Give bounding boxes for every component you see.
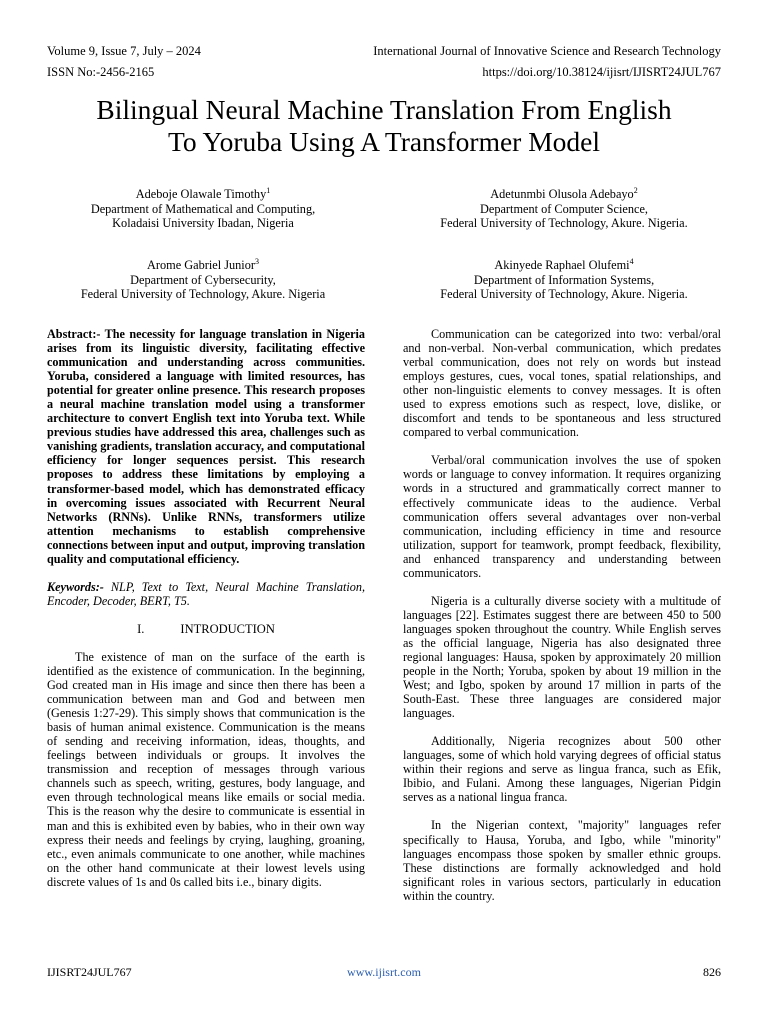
author-name: Arome Gabriel Junior: [147, 258, 255, 272]
paragraph: Additionally, Nigeria recognizes about 500 other languages, some of which hold varying degrees of official status within their regions and serve as lingua franca, such as Efik, Ibibio, and Fulani. Among these languages, Nigerian Pidgin serves as a national lingua franca.: [403, 734, 721, 805]
left-column: [47, 327, 365, 889]
footer-paper-id: IJISRT24JUL767: [47, 965, 132, 979]
intro-paragraph: The existence of man on the surface of the earth is identified as the existence of communication. In the beginning, God created man in His image and since then there has been a communication between man and God and between men (Genesis 1:27-29). This simply shows that communication is the basis of human animal existence. Communication is the means of sending and receiving information, ideas, thoughts, and feelings between individuals or groups. It involves the transmission and reception of messages through various channels such as speech, writing, gestures, body language, and even through technological means like emails or social media. This is the reason why the desire to communicate is essential in man and this is exhibited even by babies, who in their own way express their needs and feelings by crying, laughing, groaning, etc., even animals communicate to one another, while machines on the other hand communicate at their lowest levels using discrete values of 1s and 0s called bits i.e., binary digits.: [47, 649, 365, 889]
paragraph: Verbal/oral communication involves the use of spoken words or language to convey information. It requires organizing words in a structured and grammatically correct manner to effectively communicate ideas to the audience. Verbal communication offers several advantages over non-verbal communication, including efficiency in time and resource utilization, support for teamwork, prompt feedback, flexibility, and enhanced transparency and understanding between communicators.: [403, 453, 721, 580]
paragraph: In the Nigerian context, "majority" languages refer specifically to Hausa, Yoruba, and Igbo, while "minority" languages encompass those spoken by smaller ethnic groups. These distinctions are formally acknowledged and hold significant roles in various sectors, particularly in education within the country.: [403, 818, 721, 903]
author-dept: Department of Cybersecurity,: [130, 272, 276, 287]
keywords-list: NLP, Text to Text, Neural Machine Translation, Encoder, Decoder, BERT, T5.: [47, 579, 365, 608]
author-sup: 2: [633, 185, 638, 195]
author-inst: Koladaisi University Ibadan, Nigeria: [112, 216, 294, 230]
author-block-2: [440, 187, 687, 231]
author-block-1: [91, 187, 315, 231]
author-dept: Department of Mathematical and Computing,: [90, 201, 316, 216]
section-title: INTRODUCTION: [180, 621, 275, 636]
author-inst: Federal University of Technology, Akure. Nigeria.: [440, 216, 688, 230]
keywords: [47, 580, 365, 608]
paragraph: Nigeria is a culturally diverse society with a multitude of languages [22]. Estimates suggest there are between 450 to 500 languages spoken throughout the country. While English serves as the official language, Nigeria has also designated three regional languages: Hausa, spoken by approximately 20 million people in the North; Yoruba, spoken by about 19 million in the West; and Igbo, spoken by around 17 million in parts of the South-East. These three languages are considered major languages.: [403, 593, 721, 721]
doi-link[interactable]: https://doi.org/10.38124/ijisrt/IJISRT24JUL767: [482, 65, 721, 79]
volume-info: Volume 9, Issue 7, July – 2024: [47, 44, 201, 58]
author-name: Akinyede Raphael Olufemi: [494, 258, 630, 272]
author-inst: Federal University of Technology, Akure. Nigeria.: [440, 287, 688, 301]
footer-website-link[interactable]: www.ijisrt.com: [347, 965, 421, 979]
author-name: Adeboje Olawale Timothy: [135, 187, 267, 201]
author-name: Adetunmbi Olusola Adebayo: [490, 187, 634, 201]
paragraph: Communication can be categorized into two: verbal/oral and non-verbal. Non-verbal communication, which predates verbal communication, does not rely on words but instead employs gestures, cues, vocal tones, spatial relationships, and other non-linguistic elements to convey messages. It is often used to express emotions such as respect, love, dislike, or discomfort and tends to be spontaneous and less structured compared to verbal communication.: [403, 327, 721, 440]
abstract: Abstract:- The necessity for language translation in Nigeria arises from its linguistic diversity, facilitating effective communication and understanding across communities. Yoruba, considered a language with limited resources, has potential for greater online presence. This research proposes a neural machine translation model using a transformer architecture to convert English text into Yoruba text. While previous studies have addressed this area, challenges such as vanishing gradients, translation accuracy, and computational efficiency for longer sequences persist. This research proposes to address these limitations by employing a transformer-based model, which has demonstrated efficacy in overcoming issues associated with Recurrent Neural Networks (RNNs). Unlike RNNs, transformers utilize attention mechanisms to establish comprehensive connections between input and output, improving translation quality and computational efficiency.: [47, 327, 365, 566]
author-dept: Department of Information Systems,: [473, 272, 655, 287]
section-heading: [47, 622, 365, 636]
author-block-4: [440, 258, 687, 302]
journal-name: International Journal of Innovative Science and Research Technology: [373, 44, 721, 58]
paper-title: [30, 94, 738, 158]
issn: ISSN No:-2456-2165: [47, 65, 155, 79]
author-sup: 3: [254, 256, 259, 266]
author-sup: 4: [629, 256, 634, 266]
author-inst: Federal University of Technology, Akure. Nigeria: [80, 287, 326, 301]
author-block-3: [81, 258, 325, 302]
author-sup: 1: [266, 185, 271, 195]
page-number: 826: [703, 965, 721, 979]
title-line-1: Bilingual Neural Machine Translation From English: [96, 94, 672, 125]
right-column: [403, 327, 721, 903]
title-line-2: To Yoruba Using A Transformer Model: [168, 126, 600, 157]
section-number: I.: [137, 621, 145, 636]
keywords-label: Keywords:-: [47, 579, 104, 594]
author-dept: Department of Computer Science,: [479, 201, 648, 216]
